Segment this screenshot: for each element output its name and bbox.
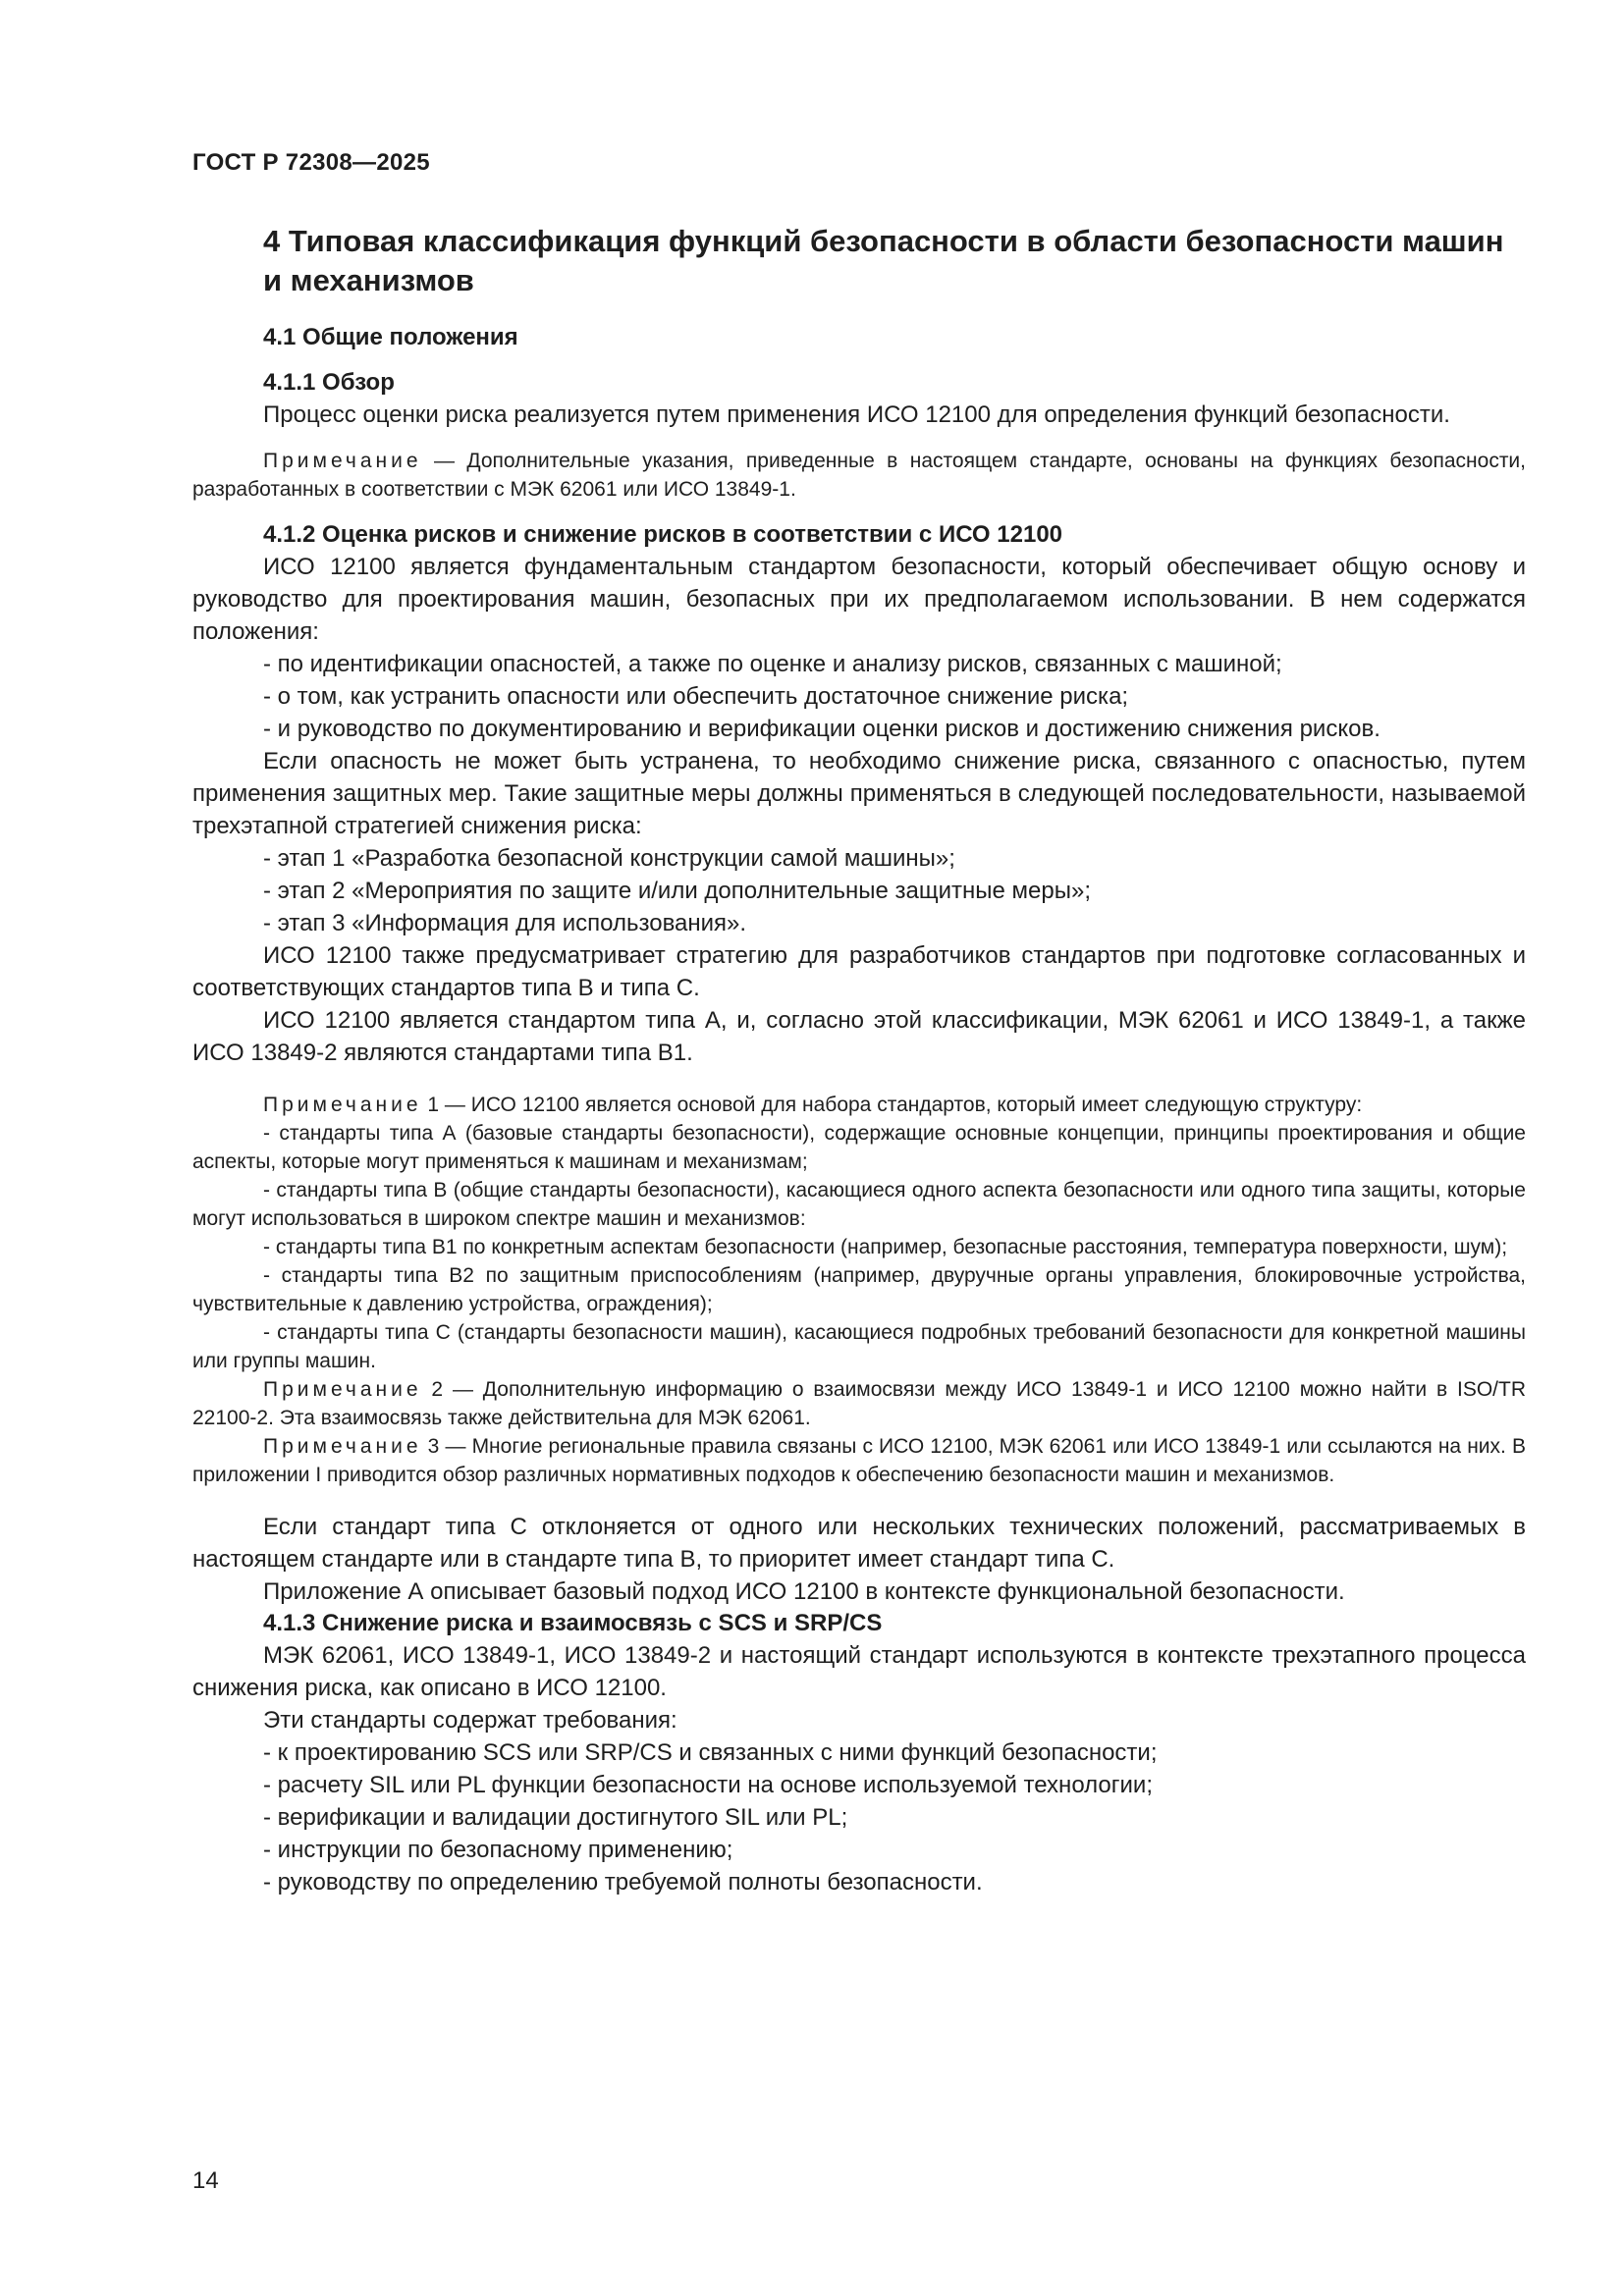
- paragraph: ИСО 12100 является фундаментальным стандартом безопасности, который обеспечивает общую основу и руководство для проектирования машин, безопасных при их предполагаемом использовании. В нем содержатся положения:: [192, 554, 1526, 645]
- note-item: - стандарты типа А (базовые стандарты безопасности), содержащие основные концепции, принципы проектирования и общие аспекты, которые могут применяться к машинам и механизмам;: [192, 1122, 1526, 1173]
- heading-4-1-1: 4.1.1 Обзор: [263, 369, 395, 396]
- list-item: - о том, как устранить опасности или обеспечить достаточное снижение риска;: [263, 683, 1129, 710]
- heading-4-1-2: 4.1.2 Оценка рисков и снижение рисков в соответствии с ИСО 12100: [263, 521, 1063, 548]
- note-item: - стандарты типа В1 по конкретным аспектам безопасности (например, безопасные расстояния, температура поверхности, шум);: [263, 1236, 1508, 1258]
- note-item: - стандарты типа С (стандарты безопасности машин), касающиеся подробных требований безопасности для конкретной машины или группы машин.: [192, 1321, 1526, 1372]
- paragraph: ИСО 12100 также предусматривает стратегию для разработчиков стандартов при подготовке согласованных и соответствующих стандартов типа В и типа С.: [192, 942, 1526, 1001]
- heading-4-1: 4.1 Общие положения: [263, 324, 518, 350]
- paragraph: Процесс оценки риска реализуется путем применения ИСО 12100 для определения функций безопасности.: [263, 401, 1450, 428]
- paragraph: ИСО 12100 является стандартом типа А, и, согласно этой классификации, МЭК 62061 и ИСО 13849-1, а также ИСО 13849-2 являются стандартами типа В1.: [192, 1007, 1526, 1066]
- page-content: [192, 322, 1526, 1898]
- note-label: Примечание: [263, 1378, 422, 1401]
- list-item: - этап 2 «Мероприятия по защите и/или дополнительные защитные меры»;: [263, 878, 1092, 904]
- note: [192, 1432, 1526, 1489]
- note-label: Примечание: [263, 1435, 422, 1458]
- paragraph: Приложение А описывает базовый подход ИСО 12100 в контексте функциональной безопасности.: [263, 1578, 1345, 1605]
- paragraph: Если опасность не может быть устранена, то необходимо снижение риска, связанного с опасностью, путем применения защитных мер. Такие защитные меры должны применяться в следующей последовательности, называемой трехэтапной стратегией снижения риска:: [192, 748, 1526, 839]
- list-item: - этап 1 «Разработка безопасной конструкции самой машины»;: [263, 845, 955, 872]
- note-label: Примечание: [263, 450, 422, 472]
- note-item: - стандарты типа В2 по защитным приспособлениям (например, двуручные органы управления, блокировочные устройства, чувствительные к давлению устройства, ограждения);: [192, 1264, 1526, 1315]
- heading-4-1-3: 4.1.3 Снижение риска и взаимосвязь с SCS и SRP/CS: [263, 1610, 883, 1636]
- section-title: 4 Типовая классификация функций безопасности в области безопасности машин и механизмов: [263, 224, 1504, 297]
- note-text: 2 — Дополнительную информацию о взаимосвязи между ИСО 13849-1 и ИСО 12100 можно найти в ISO/TR 22100-2. Эта взаимосвязь также действительна для МЭК 62061.: [192, 1378, 1526, 1429]
- list-item: - и руководство по документированию и верификации оценки рисков и достижению снижения рисков.: [263, 716, 1380, 742]
- list-item: - верификации и валидации достигнутого SIL или PL;: [263, 1804, 848, 1831]
- list-item: - расчету SIL или PL функции безопасности на основе используемой технологии;: [263, 1772, 1153, 1798]
- list-item: - по идентификации опасностей, а также по оценке и анализу рисков, связанных с машиной;: [263, 651, 1282, 677]
- note-label: Примечание: [263, 1094, 422, 1116]
- list-item: - инструкции по безопасному применению;: [263, 1837, 733, 1863]
- note-text: 1 — ИСО 12100 является основой для набора стандартов, который имеет следующую структуру:: [421, 1094, 1363, 1116]
- paragraph: Эти стандарты содержат требования:: [263, 1707, 677, 1734]
- paragraph: Если стандарт типа С отклоняется от одного или нескольких технических положений, рассматриваемых в настоящем стандарте или в стандарте типа В, то приоритет имеет стандарт типа С.: [192, 1514, 1526, 1573]
- document-code: ГОСТ Р 72308—2025: [192, 149, 430, 176]
- list-item: - руководству по определению требуемой полноты безопасности.: [263, 1869, 983, 1896]
- note: [192, 1091, 1526, 1119]
- note-text: — Дополнительные указания, приведенные в настоящем стандарте, основаны на функциях безопасности, разработанных в соответствии с МЭК 62061 или ИСО 13849-1.: [192, 450, 1526, 501]
- list-item: - к проектированию SCS или SRP/CS и связанных с ними функций безопасности;: [263, 1739, 1158, 1766]
- page-number: 14: [192, 2167, 219, 2194]
- note: [192, 447, 1526, 504]
- note: [192, 1375, 1526, 1432]
- list-item: - этап 3 «Информация для использования».: [263, 910, 747, 936]
- note-text: 3 — Многие региональные правила связаны с ИСО 12100, МЭК 62061 или ИСО 13849-1 или ссылаются на них. В приложении I приводится обзор различных нормативных подходов к обеспечению безопасности машин и механизмов.: [192, 1435, 1526, 1486]
- paragraph: МЭК 62061, ИСО 13849-1, ИСО 13849-2 и настоящий стандарт используются в контексте трехэтапного процесса снижения риска, как описано в ИСО 12100.: [192, 1642, 1526, 1701]
- note-item: - стандарты типа В (общие стандарты безопасности), касающиеся одного аспекта безопасности или одного типа защиты, которые могут использоваться в широком спектре машин и механизмов:: [192, 1179, 1526, 1230]
